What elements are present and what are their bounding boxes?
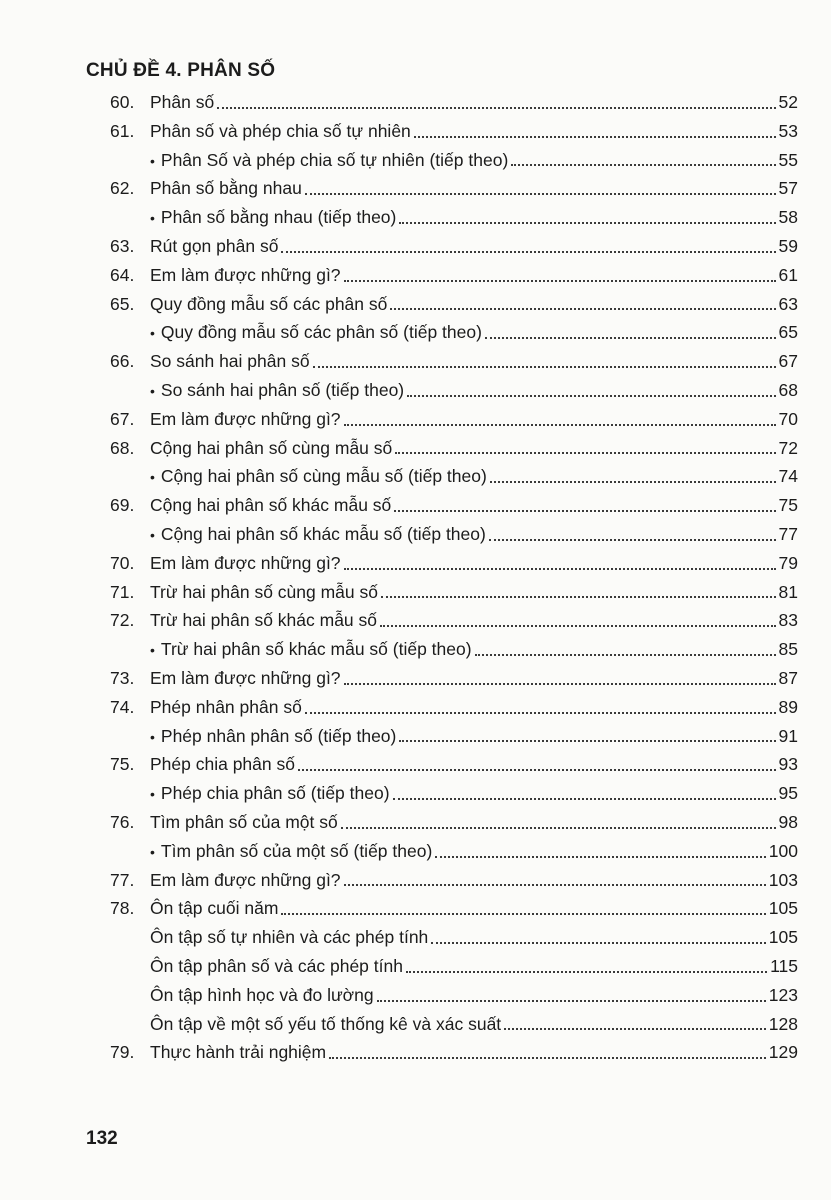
toc-entry-title: Cộng hai phân số khác mẫu số (tiếp theo) — [160, 523, 486, 544]
toc-entry-title: Cộng hai phân số cùng mẫu số — [150, 437, 393, 458]
dot-leader — [390, 308, 775, 310]
toc-entry — [150, 722, 798, 751]
toc-entry — [150, 405, 798, 434]
toc-row — [0, 146, 831, 175]
table-of-contents — [0, 88, 831, 1067]
toc-entry — [150, 203, 798, 232]
toc-entry-title: Ôn tập hình học và đo lường — [150, 984, 374, 1005]
toc-row — [0, 866, 831, 895]
toc-entry-page: 70 — [778, 408, 798, 429]
toc-entry-number: 69. — [110, 495, 135, 516]
toc-entry-title: Trừ hai phân số khác mẫu số — [150, 610, 378, 631]
toc-row — [0, 232, 831, 261]
dot-leader — [344, 280, 776, 282]
toc-entry-number: 70. — [110, 552, 135, 573]
toc-entry-page: 61 — [778, 264, 798, 285]
toc-entry — [150, 261, 798, 290]
toc-row — [0, 606, 831, 635]
toc-entry — [150, 1038, 798, 1067]
dot-leader — [329, 1057, 766, 1059]
toc-entry — [150, 232, 798, 261]
dot-leader — [380, 625, 776, 627]
dot-leader — [313, 366, 776, 368]
toc-entry — [150, 146, 798, 175]
dot-leader — [344, 884, 766, 886]
toc-entry-number: 62. — [110, 178, 135, 199]
toc-row — [0, 923, 831, 952]
toc-entry-page: 65 — [778, 322, 798, 343]
toc-entry-number: 64. — [110, 264, 135, 285]
toc-row — [0, 434, 831, 463]
toc-entry-page: 123 — [768, 984, 798, 1005]
dot-leader — [377, 1000, 766, 1002]
dot-leader — [281, 913, 765, 915]
toc-entry-title: Phân Số và phép chia số tự nhiên (tiếp theo) — [160, 149, 509, 170]
toc-entry-number: 74. — [110, 696, 135, 717]
toc-entry-number: 77. — [110, 869, 135, 890]
toc-entry — [150, 318, 798, 347]
toc-entry-number: 61. — [110, 120, 135, 141]
toc-entry-number: 63. — [110, 235, 135, 256]
toc-entry — [150, 635, 798, 664]
toc-entry-title: Em làm được những gì? — [150, 408, 341, 429]
bullet-icon: • — [150, 210, 155, 227]
toc-row — [0, 578, 831, 607]
bullet-icon: • — [150, 728, 155, 745]
toc-entry-title: Phân số và phép chia số tự nhiên — [150, 120, 411, 141]
toc-entry — [150, 952, 798, 981]
toc-entry-title: Ôn tập về một số yếu tố thống kê và xác suất — [150, 1013, 502, 1034]
toc-row — [0, 462, 831, 491]
chapter-title: CHỦ ĐỀ 4. PHÂN SỐ — [86, 60, 276, 81]
toc-entry — [150, 808, 798, 837]
toc-entry — [150, 779, 798, 808]
toc-entry-number: 68. — [110, 437, 135, 458]
toc-entry — [150, 606, 798, 635]
toc-row — [0, 405, 831, 434]
toc-row — [0, 261, 831, 290]
toc-entry — [150, 549, 798, 578]
toc-row — [0, 376, 831, 405]
toc-entry-page: 129 — [768, 1042, 798, 1063]
toc-entry-number: 78. — [110, 898, 135, 919]
toc-entry — [150, 520, 798, 549]
toc-entry-title: Phân số bằng nhau (tiếp theo) — [160, 207, 397, 228]
toc-entry-title: Em làm được những gì? — [150, 667, 341, 688]
page-number: 132 — [86, 1128, 118, 1149]
dot-leader — [490, 481, 776, 483]
toc-entry — [150, 866, 798, 895]
toc-row — [0, 952, 831, 981]
toc-entry-title: Ôn tập phân số và các phép tính — [150, 955, 403, 976]
toc-entry-page: 98 — [778, 811, 798, 832]
toc-entry-title: Phép chia phân số — [150, 754, 295, 775]
toc-entry-title: Ôn tập cuối năm — [150, 898, 279, 919]
toc-entry-number: 79. — [110, 1042, 135, 1063]
toc-entry-number: 73. — [110, 667, 135, 688]
toc-entry-number: 66. — [110, 351, 135, 372]
toc-entry-page: 85 — [778, 639, 798, 660]
toc-entry — [150, 347, 798, 376]
toc-entry-page: 115 — [770, 955, 798, 976]
toc-row — [0, 174, 831, 203]
toc-row — [0, 491, 831, 520]
toc-entry — [150, 750, 798, 779]
toc-row — [0, 203, 831, 232]
toc-entry-number: 75. — [110, 754, 135, 775]
toc-entry-number: 72. — [110, 610, 135, 631]
toc-entry-title: So sánh hai phân số — [150, 351, 310, 372]
toc-entry — [150, 290, 798, 319]
dot-leader — [485, 337, 776, 339]
toc-entry-title: Cộng hai phân số cùng mẫu số (tiếp theo) — [160, 466, 487, 487]
toc-entry-page: 57 — [778, 178, 798, 199]
toc-entry-page: 100 — [768, 840, 798, 861]
dot-leader — [414, 136, 776, 138]
bullet-icon: • — [150, 642, 155, 659]
toc-entry-page: 83 — [778, 610, 798, 631]
dot-leader — [399, 222, 775, 224]
toc-entry-page: 87 — [778, 667, 798, 688]
toc-row — [0, 318, 831, 347]
toc-entry-title: Quy đồng mẫu số các phân số (tiếp theo) — [160, 322, 482, 343]
toc-entry — [150, 894, 798, 923]
toc-entry-title: Trừ hai phân số cùng mẫu số — [150, 581, 378, 602]
toc-row — [0, 347, 831, 376]
toc-entry-page: 52 — [778, 92, 798, 112]
toc-entry-page: 105 — [768, 927, 798, 948]
dot-leader — [217, 107, 775, 109]
toc-entry-title: Tìm phân số của một số (tiếp theo) — [160, 840, 433, 861]
dot-leader — [341, 827, 776, 829]
toc-row — [0, 981, 831, 1010]
dot-leader — [504, 1028, 766, 1030]
toc-entry — [150, 117, 798, 146]
dot-leader — [344, 568, 776, 570]
dot-leader — [406, 971, 767, 973]
toc-entry-page: 103 — [768, 869, 798, 890]
toc-row — [0, 808, 831, 837]
toc-entry-title: So sánh hai phân số (tiếp theo) — [160, 379, 405, 400]
dot-leader — [281, 251, 775, 253]
toc-entry-title: Cộng hai phân số khác mẫu số — [150, 495, 392, 516]
toc-entry-page: 63 — [778, 293, 798, 314]
toc-entry-title: Em làm được những gì? — [150, 264, 341, 285]
toc-entry-title: Thực hành trải nghiệm — [150, 1042, 327, 1063]
toc-entry — [150, 376, 798, 405]
toc-row — [0, 290, 831, 319]
toc-row — [0, 837, 831, 866]
toc-entry-page: 58 — [778, 207, 798, 228]
dot-leader — [344, 424, 776, 426]
toc-entry — [150, 981, 798, 1010]
toc-entry-title: Quy đồng mẫu số các phân số — [150, 293, 388, 314]
toc-row — [0, 549, 831, 578]
toc-entry-title: Phân số — [150, 92, 215, 112]
toc-entry-page: 81 — [778, 581, 798, 602]
toc-entry-number: 71. — [110, 581, 135, 602]
toc-row — [0, 693, 831, 722]
toc-entry — [150, 88, 798, 117]
dot-leader — [298, 769, 776, 771]
toc-entry — [150, 174, 798, 203]
toc-row — [0, 635, 831, 664]
toc-row — [0, 779, 831, 808]
dot-leader — [381, 596, 776, 598]
dot-leader — [489, 539, 776, 541]
toc-row — [0, 894, 831, 923]
toc-entry — [150, 578, 798, 607]
toc-entry-title: Tìm phân số của một số — [150, 811, 338, 832]
dot-leader — [407, 395, 775, 397]
toc-row — [0, 664, 831, 693]
toc-row — [0, 520, 831, 549]
dot-leader — [475, 654, 776, 656]
toc-row — [0, 1010, 831, 1039]
toc-entry-page: 59 — [778, 235, 798, 256]
dot-leader — [393, 798, 776, 800]
toc-entry — [150, 837, 798, 866]
toc-entry-title: Rút gọn phân số — [150, 235, 279, 256]
bullet-icon: • — [150, 382, 155, 399]
toc-row — [0, 117, 831, 146]
bullet-icon: • — [150, 325, 155, 342]
toc-entry-title: Phép nhân phân số — [150, 696, 302, 717]
bullet-icon: • — [150, 152, 155, 169]
toc-entry — [150, 664, 798, 693]
toc-row — [0, 1038, 831, 1067]
toc-entry — [150, 1010, 798, 1039]
toc-entry-page: 72 — [778, 437, 798, 458]
bullet-icon: • — [150, 526, 155, 543]
toc-row — [0, 750, 831, 779]
toc-entry — [150, 462, 798, 491]
toc-entry-title: Ôn tập số tự nhiên và các phép tính — [150, 927, 429, 948]
toc-entry-page: 75 — [778, 495, 798, 516]
toc-entry-number: 76. — [110, 811, 135, 832]
toc-entry — [150, 434, 798, 463]
dot-leader — [394, 510, 775, 512]
dot-leader — [399, 740, 775, 742]
toc-entry-page: 105 — [768, 898, 798, 919]
toc-entry — [150, 923, 798, 952]
dot-leader — [305, 193, 776, 195]
toc-entry-number: 60. — [110, 92, 135, 112]
toc-entry — [150, 491, 798, 520]
bullet-icon: • — [150, 469, 155, 486]
toc-entry-page: 93 — [778, 754, 798, 775]
toc-entry-page: 55 — [778, 149, 798, 170]
dot-leader — [431, 942, 766, 944]
toc-entry-page: 53 — [778, 120, 798, 141]
toc-entry-title: Em làm được những gì? — [150, 869, 341, 890]
toc-entry-title: Trừ hai phân số khác mẫu số (tiếp theo) — [160, 639, 472, 660]
toc-entry-page: 68 — [778, 379, 798, 400]
dot-leader — [305, 712, 776, 714]
toc-entry-number: 65. — [110, 293, 135, 314]
dot-leader — [395, 452, 775, 454]
toc-entry-title: Em làm được những gì? — [150, 552, 341, 573]
toc-row — [0, 88, 831, 117]
toc-entry — [150, 693, 798, 722]
toc-entry-page: 95 — [778, 783, 798, 804]
toc-entry-page: 74 — [778, 466, 798, 487]
toc-entry-page: 77 — [778, 523, 798, 544]
bullet-icon: • — [150, 843, 155, 860]
toc-entry-title: Phép nhân phân số (tiếp theo) — [160, 725, 397, 746]
dot-leader — [511, 164, 775, 166]
toc-entry-page: 67 — [778, 351, 798, 372]
toc-entry-title: Phép chia phân số (tiếp theo) — [160, 783, 390, 804]
toc-entry-page: 89 — [778, 696, 798, 717]
toc-entry-page: 79 — [778, 552, 798, 573]
dot-leader — [344, 683, 776, 685]
toc-entry-page: 128 — [768, 1013, 798, 1034]
toc-row — [0, 722, 831, 751]
bullet-icon: • — [150, 786, 155, 803]
toc-entry-title: Phân số bằng nhau — [150, 178, 302, 199]
toc-entry-page: 91 — [778, 725, 798, 746]
dot-leader — [435, 856, 766, 858]
toc-entry-number: 67. — [110, 408, 135, 429]
